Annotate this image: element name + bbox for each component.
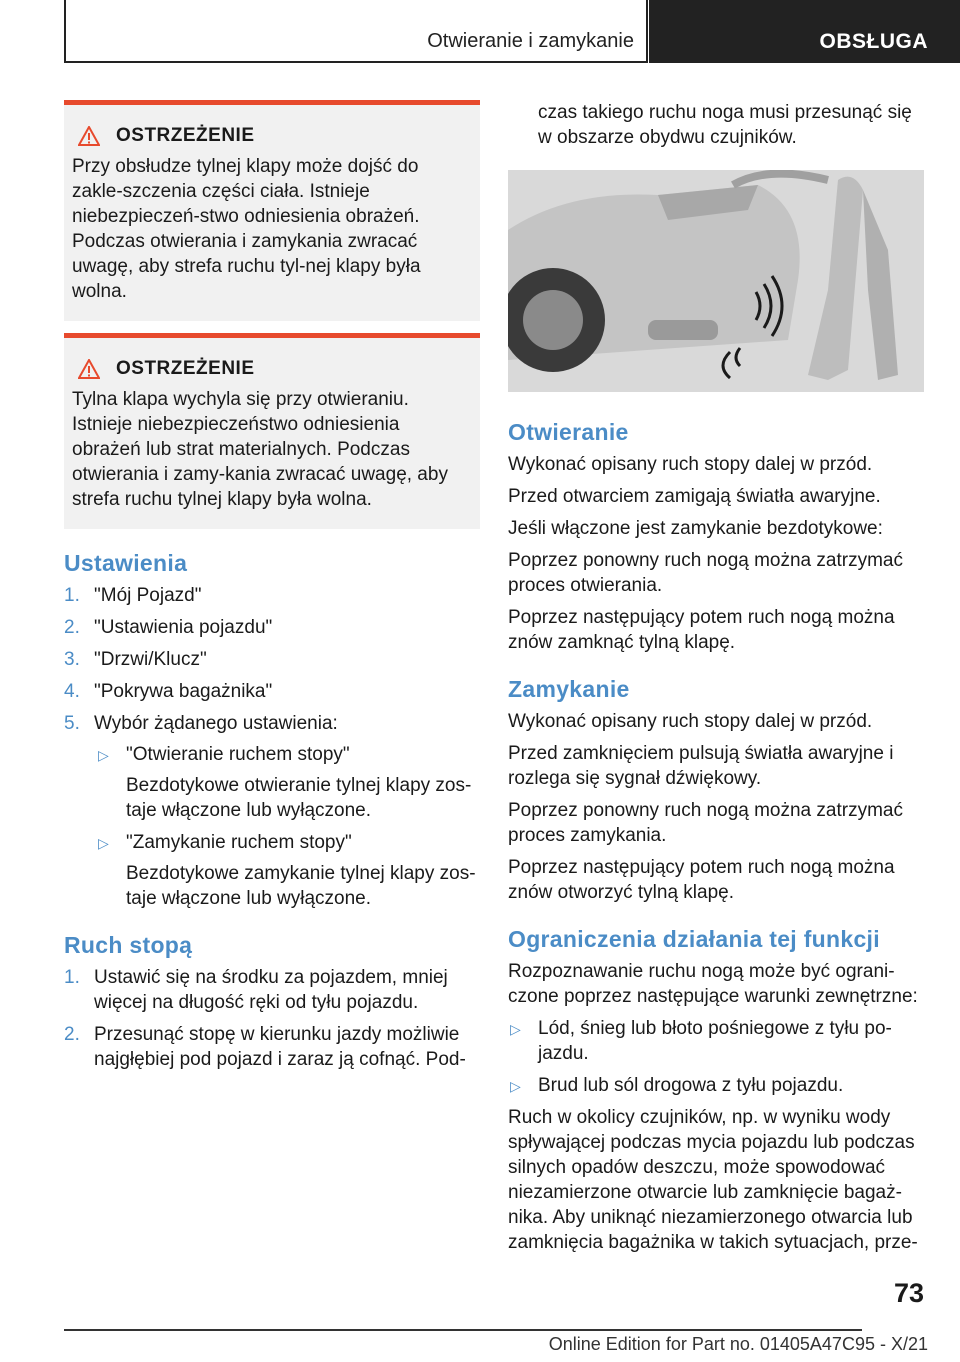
continuation-text: czas takiego ruchu noga musi przesunąć się w obszarze obydwu czujników.: [538, 102, 912, 148]
warning-box: [64, 333, 480, 529]
limits-heading: Ograniczenia działania tej funkcji: [508, 926, 880, 952]
warning-box: [64, 100, 480, 321]
section-label: OBSŁUGA: [819, 30, 928, 53]
limits-list: [508, 1016, 924, 1098]
list-item: 2. Przesunąć stopę w kierunku jazdy możliwie najgłębiej pod pojazd i zaraz ją cofnąć. Pod-: [64, 1024, 466, 1070]
car-foot-sensor-image: [508, 170, 924, 392]
triangle-bullet-icon: ▷: [98, 835, 109, 851]
opening-heading: Otwieranie: [508, 419, 629, 445]
warning-icon: [78, 359, 100, 379]
section-tab: [649, 0, 960, 63]
list-item: 5. Wybór żądanego ustawienia: ▷ "Otwieranie ruchem stopy" Bezdotykowe otwieranie tylnej klapy zos-taje włączone lub wyłączone. ▷ "Zamykanie ruchem stopy" Bezdotykowe zamykanie tylnej klapy zos-taje włączone lub wyłączone.: [64, 711, 480, 911]
foot-steps: [64, 965, 480, 1072]
warning-icon: [78, 126, 100, 146]
right-column: czas takiego ruchu noga musi przesunąć się w obszarze obydwu czujników. Otwieranie Wykonać opisany ruch stopy dalej w przód. Przed otwarciem zamigają światła awaryjne. Jeśli włączone jest zamykanie bezdotykowe: Poprzez ponowny ruch nogą można zatrzymać proces otwierania. Poprzez następujący potem ruch nogą można znów zamknąć tylną klapę. Zamykanie Wykonać opisany ruch stopy dalej w przód. Przed zamknięciem pulsują światła awaryjne i rozlega się sygnał dźwiękowy. Poprzez ponowny ruch nogą można zatrzymać proces zamykania. Poprzez następujący potem ruch nogą można znów otworzyć tylną klapę. Ograniczenia działania tej funkcji Rozpoznawanie ruchu nogą może być ograni-czone poprzez następujące warunki zewnętrzne: ▷ Lód, śnieg lub błoto pośniegowe z tyłu po-jazdu. ▷ Brud lub sól drogowa z tyłu pojazdu. Ruch w okolicy czujników, np. w wyniku wody spływającej podczas mycia pojazdu lub podczas silnych opadów deszczu, może spowodować niezamierzone otwarcie lub zamknięcie bagaż-nika. Aby uniknąć niezamierzonego otwarcia lub zamknięcia bagażnika w takich sytuacjach, prze-: [508, 100, 924, 1262]
list-item: ▷ "Zamykanie ruchem stopy" Bezdotykowe zamykanie tylnej klapy zos-taje włączone lub wyłączone.: [98, 832, 476, 909]
warning-title: OSTRZEŻENIE: [116, 125, 255, 146]
warning-text: Przy obsłudze tylnej klapy może dojść do zakle-szczenia części ciała. Istnieje niebezpieczeń-stwo odniesienia obrażeń. Podczas otwierania i zamykania zwracać uwagę, aby strefa ruchu tyl-nej klapy była wolna.: [72, 156, 421, 302]
left-column: [64, 100, 480, 1079]
page-number: 73: [893, 1278, 924, 1308]
triangle-bullet-icon: ▷: [510, 1078, 521, 1094]
triangle-bullet-icon: ▷: [98, 747, 109, 763]
closing-heading: Zamykanie: [508, 676, 630, 702]
page-header: [0, 0, 960, 65]
settings-options: [94, 742, 480, 911]
list-item: 4. "Pokrywa bagażnika": [64, 681, 273, 702]
list-item: ▷ Lód, śnieg lub błoto pośniegowe z tyłu po-jazdu.: [510, 1018, 892, 1064]
settings-steps: [64, 583, 480, 911]
settings-heading: Ustawienia: [64, 550, 188, 576]
list-item: 2. "Ustawienia pojazdu": [64, 617, 273, 638]
header-title: Otwieranie i zamykanie: [427, 30, 634, 52]
warning-title: OSTRZEŻENIE: [116, 358, 255, 379]
footer-edition: Online Edition for Part no. 01405A47C95 - X/21: [548, 1334, 928, 1354]
tailgate-illustration: [508, 170, 924, 392]
list-item: ▷ Brud lub sól drogowa z tyłu pojazdu.: [508, 1073, 924, 1098]
list-item: 3. "Drzwi/Klucz": [64, 649, 207, 670]
list-item: ▷ "Otwieranie ruchem stopy" Bezdotykowe otwieranie tylnej klapy zos-taje włączone lub wyłączone.: [98, 744, 472, 821]
list-item: 1. "Mój Pojazd": [64, 585, 202, 606]
warning-text: Tylna klapa wychyla się przy otwieraniu. Istnieje niebezpieczeństwo odniesienia obrażeń lub strat materialnych. Podczas otwierania i zamy-kania zwracać uwagę, aby strefa ruchu tylnej klapy była wolna.: [72, 389, 448, 510]
list-item: 1. Ustawić się na środku za pojazdem, mniej więcej na długość ręki od tyłu pojazdu.: [64, 967, 448, 1013]
foot-heading: Ruch stopą: [64, 932, 193, 958]
triangle-bullet-icon: ▷: [510, 1021, 521, 1037]
footer-divider: [64, 1329, 862, 1331]
